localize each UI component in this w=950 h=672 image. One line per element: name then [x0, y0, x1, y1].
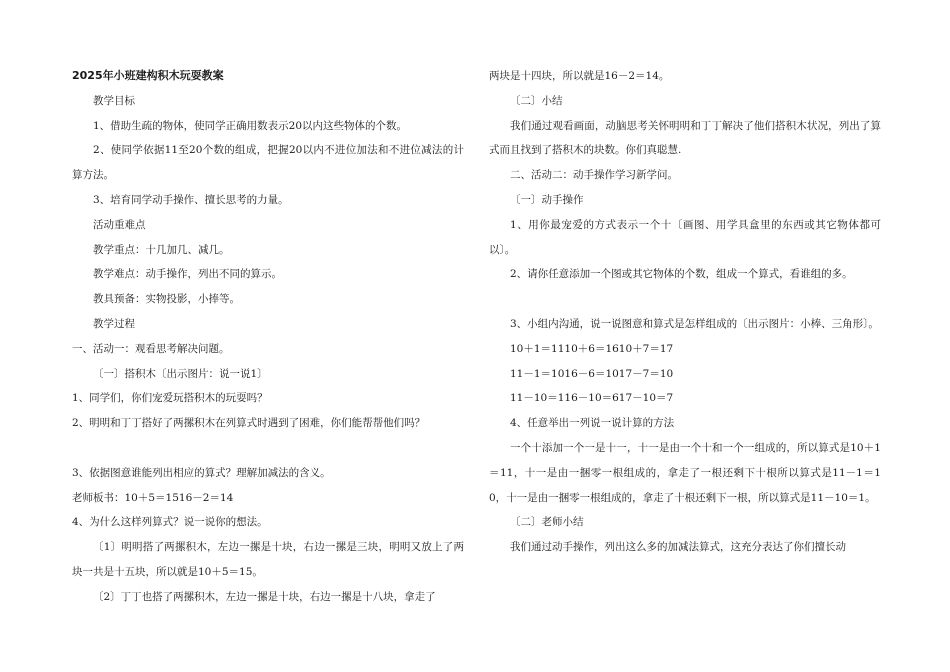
- paragraph: 一个十添加一个一是十一，十一是由一个十和一个一组成的，所以算式是10＋1＝11，十一是由一捆零一根组成的，拿走了一根还剩下十根所以算式是11－1＝10，十一是由一捆零一根组成的，拿走了十根还剩下一根，所以算式是11－10＝1。: [489, 441, 881, 504]
- section-heading: 活动重难点: [93, 218, 146, 231]
- document-title: 2025年小班建构积木玩耍教案: [72, 69, 224, 82]
- paragraph: 我们通过观看画面，动脑思考关怀明明和丁丁解决了他们搭积木状况，列出了算式而且找到了搭积木的块数。你们真聪慧.: [489, 119, 881, 157]
- section-heading: 教学目标: [93, 94, 135, 107]
- blank-line: [489, 287, 881, 312]
- paragraph: 1、同学们，你们宠爱玩搭积木的玩耍吗？: [72, 392, 268, 405]
- section-heading: 教学过程: [93, 317, 135, 330]
- paragraph: 〔2〕丁丁也搭了两摞积木，左边一摞是十块，右边一摞是十八块，拿走了: [93, 590, 436, 603]
- paragraph: 〔1〕明明搭了两摞积木，左边一摞是十块，右边一摞是三块，明明又放上了两块一共是十五块，所以就是10＋5＝15。: [72, 541, 464, 578]
- paragraph: 3、依据图意谁能列出相应的算式？理解加减法的含义。: [72, 466, 331, 479]
- paragraph: 我们通过动手操作，列出这么多的加减法算式，这充分表达了你们擅长动: [510, 541, 846, 554]
- paragraph: 1、借助生疏的物体，使同学正确用数表示20以内这些物体的个数。: [93, 119, 408, 132]
- paragraph: 2、请你任意添加一个图或其它物体的个数，组成一个算式，看谁组的多。: [510, 268, 853, 281]
- paragraph: 教具预备：实物投影，小捧等。: [93, 293, 240, 306]
- paragraph: 一、活动一：观看思考解决问题。: [72, 342, 230, 355]
- paragraph: 3、培育同学动手操作、擅长思考的力量。: [93, 193, 289, 206]
- equation-line: 11－10＝116－10＝617－10＝7: [510, 392, 674, 405]
- paragraph: 〔一〕搭积木〔出示图片：说一说1〕: [93, 367, 268, 380]
- equation-line: 10＋1＝1110＋6＝1610＋7＝17: [510, 342, 674, 355]
- section-heading: 二、活动二：动手操作学习新学问。: [510, 169, 678, 182]
- paragraph: 3、小组内沟通，说一说图意和算式是怎样组成的〔出示图片：小棒、三角形〕。: [510, 317, 879, 330]
- paragraph: 4、为什么这样列算式？说一说你的想法。: [72, 516, 268, 529]
- paragraph: 两块是十四块，所以就是16－2＝14。: [489, 70, 670, 82]
- paragraph: 4、任意举出一列说一说计算的方法: [510, 417, 675, 430]
- section-heading: 〔二〕小结: [510, 94, 563, 107]
- section-heading: 〔二〕老师小结: [510, 516, 584, 529]
- paragraph: 教学难点：动手操作，列出不同的算示。: [93, 268, 282, 281]
- paragraph: 老师板书：10＋5＝1516－2＝14: [72, 491, 234, 504]
- section-heading: 〔一〕动手操作: [510, 193, 584, 206]
- paragraph: 2、使同学依据11至20个数的组成，把握20以内不进位加法和不进位减法的计算方法。: [72, 144, 464, 182]
- right-column: [489, 64, 881, 560]
- paragraph: 教学重点：十几加几、减几。: [93, 243, 230, 256]
- blank-line: [72, 436, 464, 461]
- left-column: [72, 64, 464, 610]
- paragraph: 2、明明和丁丁搭好了两摞积木在列算式时遇到了困难，你们能帮帮他们吗？: [72, 417, 426, 430]
- paragraph: 1、用你最宠爱的方式表示一个十〔画图、用学具盒里的东西或其它物体都可以〕。: [489, 218, 881, 256]
- equation-line: 11－1＝1016－6＝1017－7＝10: [510, 367, 674, 380]
